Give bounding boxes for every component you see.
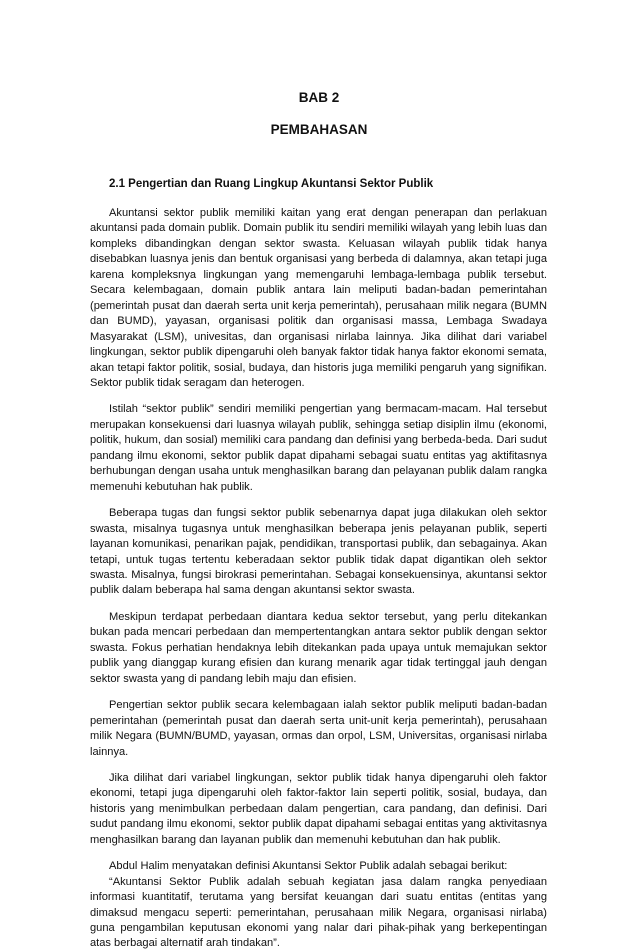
- section-heading: 2.1 Pengertian dan Ruang Lingkup Akuntansi Sektor Publik: [109, 178, 434, 190]
- definition-quote: “Akuntansi Sektor Publik adalah sebuah kegiatan jasa dalam rangka penyediaan informasi kuantitatif, terutama yang bersifat keuangan dari suatu entitas (entitas yang dimaksud mengacu seperti: pemerintahan, perusahaan milik Negara, organisasi nirlaba) guna pengambilan keputusan ekonomi yang nalar dari pihak-pihak yang berkepentingan atas berbagai alternatif arah tindakan”.: [90, 875, 547, 950]
- chapter-title: PEMBAHASAN: [270, 122, 368, 137]
- paragraph: Akuntansi sektor publik memiliki kaitan yang erat dengan penerapan dan perlakuan akuntansi pada domain publik. Domain publik itu sendiri memiliki wilayah yang lebih luas dan kompleks dibandingkan dengan sektor swasta. Keluasan wilayah publik tidak hanya disebabkan luasnya jenis dan bentuk organisasi yang berbeda di dalamnya, akan tetapi juga karena kompleksnya lingkungan yang memengaruhi lembaga-lembaga publik tersebut. Secara kelembagaan, domain publik antara lain meliputi badan-badan pemerintahan (pemerintah pusat dan daerah serta unit kerja pemerintah), perusahaan milik negara (BUMN dan BUMD), yayasan, organisasi politik dan organisasi massa, Lembaga Swadaya Masyarakat (LSM), univesitas, dan organisasi nirlaba lainnya. Jika dilihat dari variabel lingkungan, sektor publik dipengaruhi oleh banyak faktor tidak hanya faktor ekonomi semata, akan tetapi faktor politik, sosial, budaya, dan historis juga memiliki pengaruh yang signifikan. Sektor publik tidak seragam dan heterogen.: [90, 207, 547, 389]
- paragraph: Meskipun terdapat perbedaan diantara kedua sektor tersebut, yang perlu ditekankan bukan pada mencari perbedaan dan mempertentangkan antara sektor publik dengan sektor swasta. Fokus perhatian hendaknya lebih ditekankan pada upaya untuk memajukan sektor publik yang dianggap kurang efisien dan kurang menarik agar tidak tertinggal jauh dengan sektor swasta yang di pandang lebih maju dan efisien.: [90, 610, 547, 685]
- paragraph: Beberapa tugas dan fungsi sektor publik sebenarnya dapat juga dilakukan oleh sektor swasta, misalnya tugasnya untuk menghasilkan beberapa jenis pelayanan publik, seperti layanan komunikasi, penarikan pajak, pendidikan, transportasi publik, dan sebagainya. Akan tetapi, untuk tugas tertentu keberadaan sektor publik tidak dapat digantikan oleh sektor swasta. Misalnya, fungsi birokrasi pemerintahan. Sebagai konsekuensinya, akuntansi sektor publik dalam beberapa hal sama dengan akuntansi sektor swasta.: [90, 507, 547, 597]
- body-text: [90, 206, 547, 952]
- paragraph: Jika dilihat dari variabel lingkungan, sektor publik tidak hanya dipengaruhi oleh faktor ekonomi, tetapi juga dipengaruhi oleh faktor-faktor lain seperti politik, sosial, budaya, dan historis yang menimbulkan perbedaan dalam pengertian, cara pandang, dan definisi. Dari sudut pandang ilmu ekonomi, sektor publik dapat dipahami sebagai entitas yang aktivitasnya menghasilkan barang dan layanan publik dan memenuhi kebutuhan dan hak publik.: [90, 771, 547, 846]
- quote-intro: Abdul Halim menyatakan definisi Akuntansi Sektor Publik adalah sebagai berikut:: [109, 860, 508, 873]
- paragraph: Pengertian sektor publik secara kelembagaan ialah sektor publik meliputi badan-badan pemerintahan (pemerintah pusat dan daerah serta unit-unit kerja pemerintah), perusahaan milik Negara (BUMN/BUMD, yayasan, ormas dan orpol, LSM, Universitas, organisasi nirlaba lainnya.: [90, 699, 547, 758]
- paragraph: Istilah “sektor publik” sendiri memiliki pengertian yang bermacam-macam. Hal tersebut merupakan konsekuensi dari luasnya wilayah publik, sehingga setiap disiplin ilmu (ekonomi, politik, hukum, dan sosial) memiliki cara pandang dan definisi yang berbeda-beda. Dari sudut pandang ilmu ekonomi, sektor publik dapat dipahami sebagai suatu entitas yag aktifitasnya berhubungan dengan usaha untuk menghasilkan barang dan pelayanan publik dalam rangka memenuhi kebutuhan hak publik.: [90, 403, 547, 493]
- chapter-number: BAB 2: [298, 90, 340, 105]
